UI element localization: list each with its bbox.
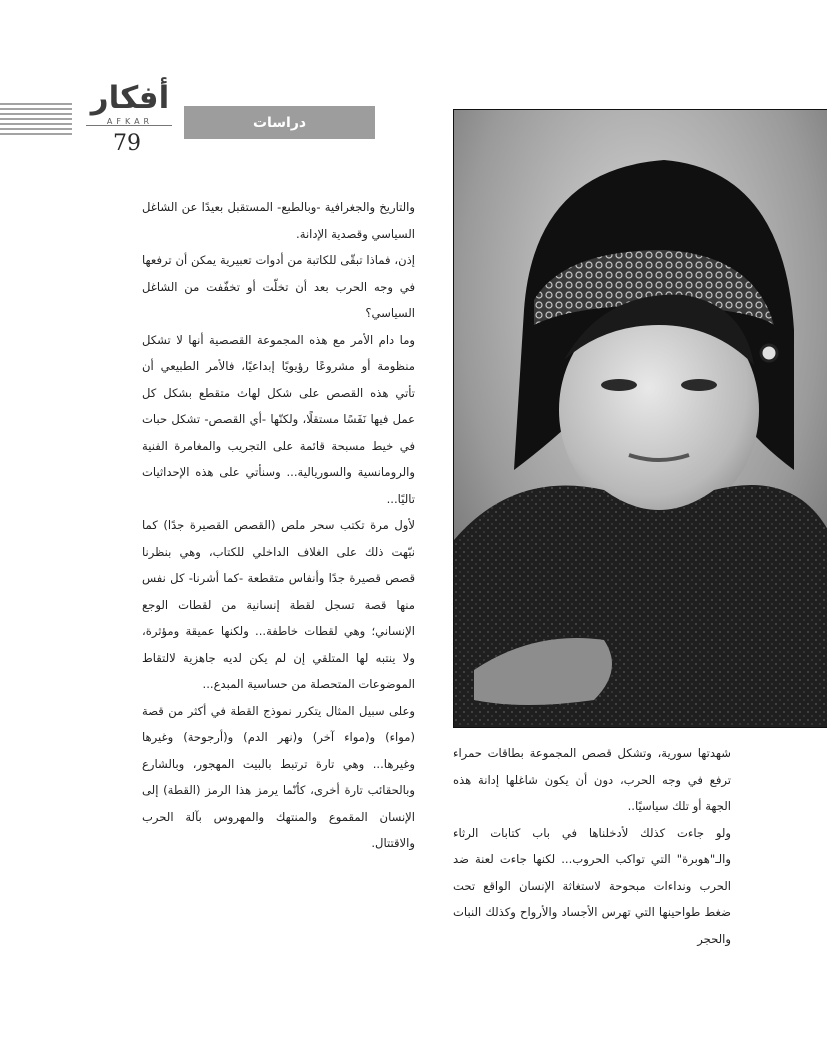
paragraph: والتاريخ والجغرافية -وبالطبع- المستقبل بعيدًا عن الشاغل السياسي وقصدية الإدانة. (142, 200, 415, 241)
paragraph: لأول مرة تكتب سحر ملص (القصص القصيرة جدًا) كما نبّهت ذلك على الغلاف الداخلي للكتاب، وهي بنظرنا قصص قصيرة جدًا وأنفاس متقطعة -كما أشرنا- كل نفس منها قصة تسجل لقطة إنسانية من لقطات الوجع الإنساني؛ وهي لقطات خاطفة... ولكنها عميقة ومؤثرة، ولا ينتبه لها المتلقي إن لم يكن لديه جاهزية لالتقاط الموضوعات المتحصلة من حساسية المبدع... (142, 518, 415, 691)
magazine-logo-latin: AFKAR (106, 117, 154, 126)
page-number: 79 (113, 131, 141, 156)
paragraph: وعلى سبيل المثال يتكرر نموذج القطة في أكثر من قصة (مواء) و(مواء آخر) و(نهر الدم) و(أرجوحة) وغيرها وغيرها... وهي تارة ترتبط بالبيت المهجور، وبالشارع وبالحقائب تارة أخرى، كأنّما يرمز هذا الرمز (القطة) إلى الإنسان المقموع والمنتهك والمهروس بآلة الحرب والاقتتال. (142, 703, 415, 850)
paragraph: ولو جاءت كذلك لأدخلناها في باب كتابات الرثاء والـ"هوبرة" التي تواكب الحروب... لكنها جاءت لعنة ضد الحرب ونداءات مبحوحة لاستغاثة الإنسان الواقع تحت ضغط طواحينها التي تهرس الأجساد والأرواح وكذلك النبات والحجر (453, 825, 731, 946)
section-label: دراسات (184, 106, 375, 139)
portrait-photo (453, 109, 827, 728)
paragraph: وما دام الأمر مع هذه المجموعة القصصية أنها لا تشكل منظومة أو مشروعًا رؤيويًا إبداعيًا، فالأمر الطبيعي أن تأتي هذه القصص على شكل لهاث متقطع بشكل كل عمل فيها نَفَسًا مستقلًا، ولكنّها -أي القصص- تشكل حبات في خيط مسبحة قائمة على التجريب والمغامرة الفنية والرومانسية والسوريالية... وسنأتي على هذه الإحداثيات تاليًا... (142, 332, 415, 506)
paragraph: شهدتها سورية، وتشكل قصص المجموعة بطاقات حمراء ترفع في وجه الحرب، دون أن يكون شاغلها إدانة هذه الجهة أو تلك سياسيًا.. (453, 746, 731, 813)
decorative-stripes (0, 103, 72, 138)
magazine-logo: أفكار (90, 80, 170, 116)
paragraph: إذن، فماذا تبقّى للكاتبة من أدوات تعبيرية يمكن أن ترفعها في وجه الحرب بعد أن تخلّت أو تخفّفت من الشاغل السياسي؟ (142, 253, 415, 320)
portrait-illustration (454, 110, 827, 727)
article-column-right (453, 740, 731, 952)
article-column-left (142, 194, 415, 857)
